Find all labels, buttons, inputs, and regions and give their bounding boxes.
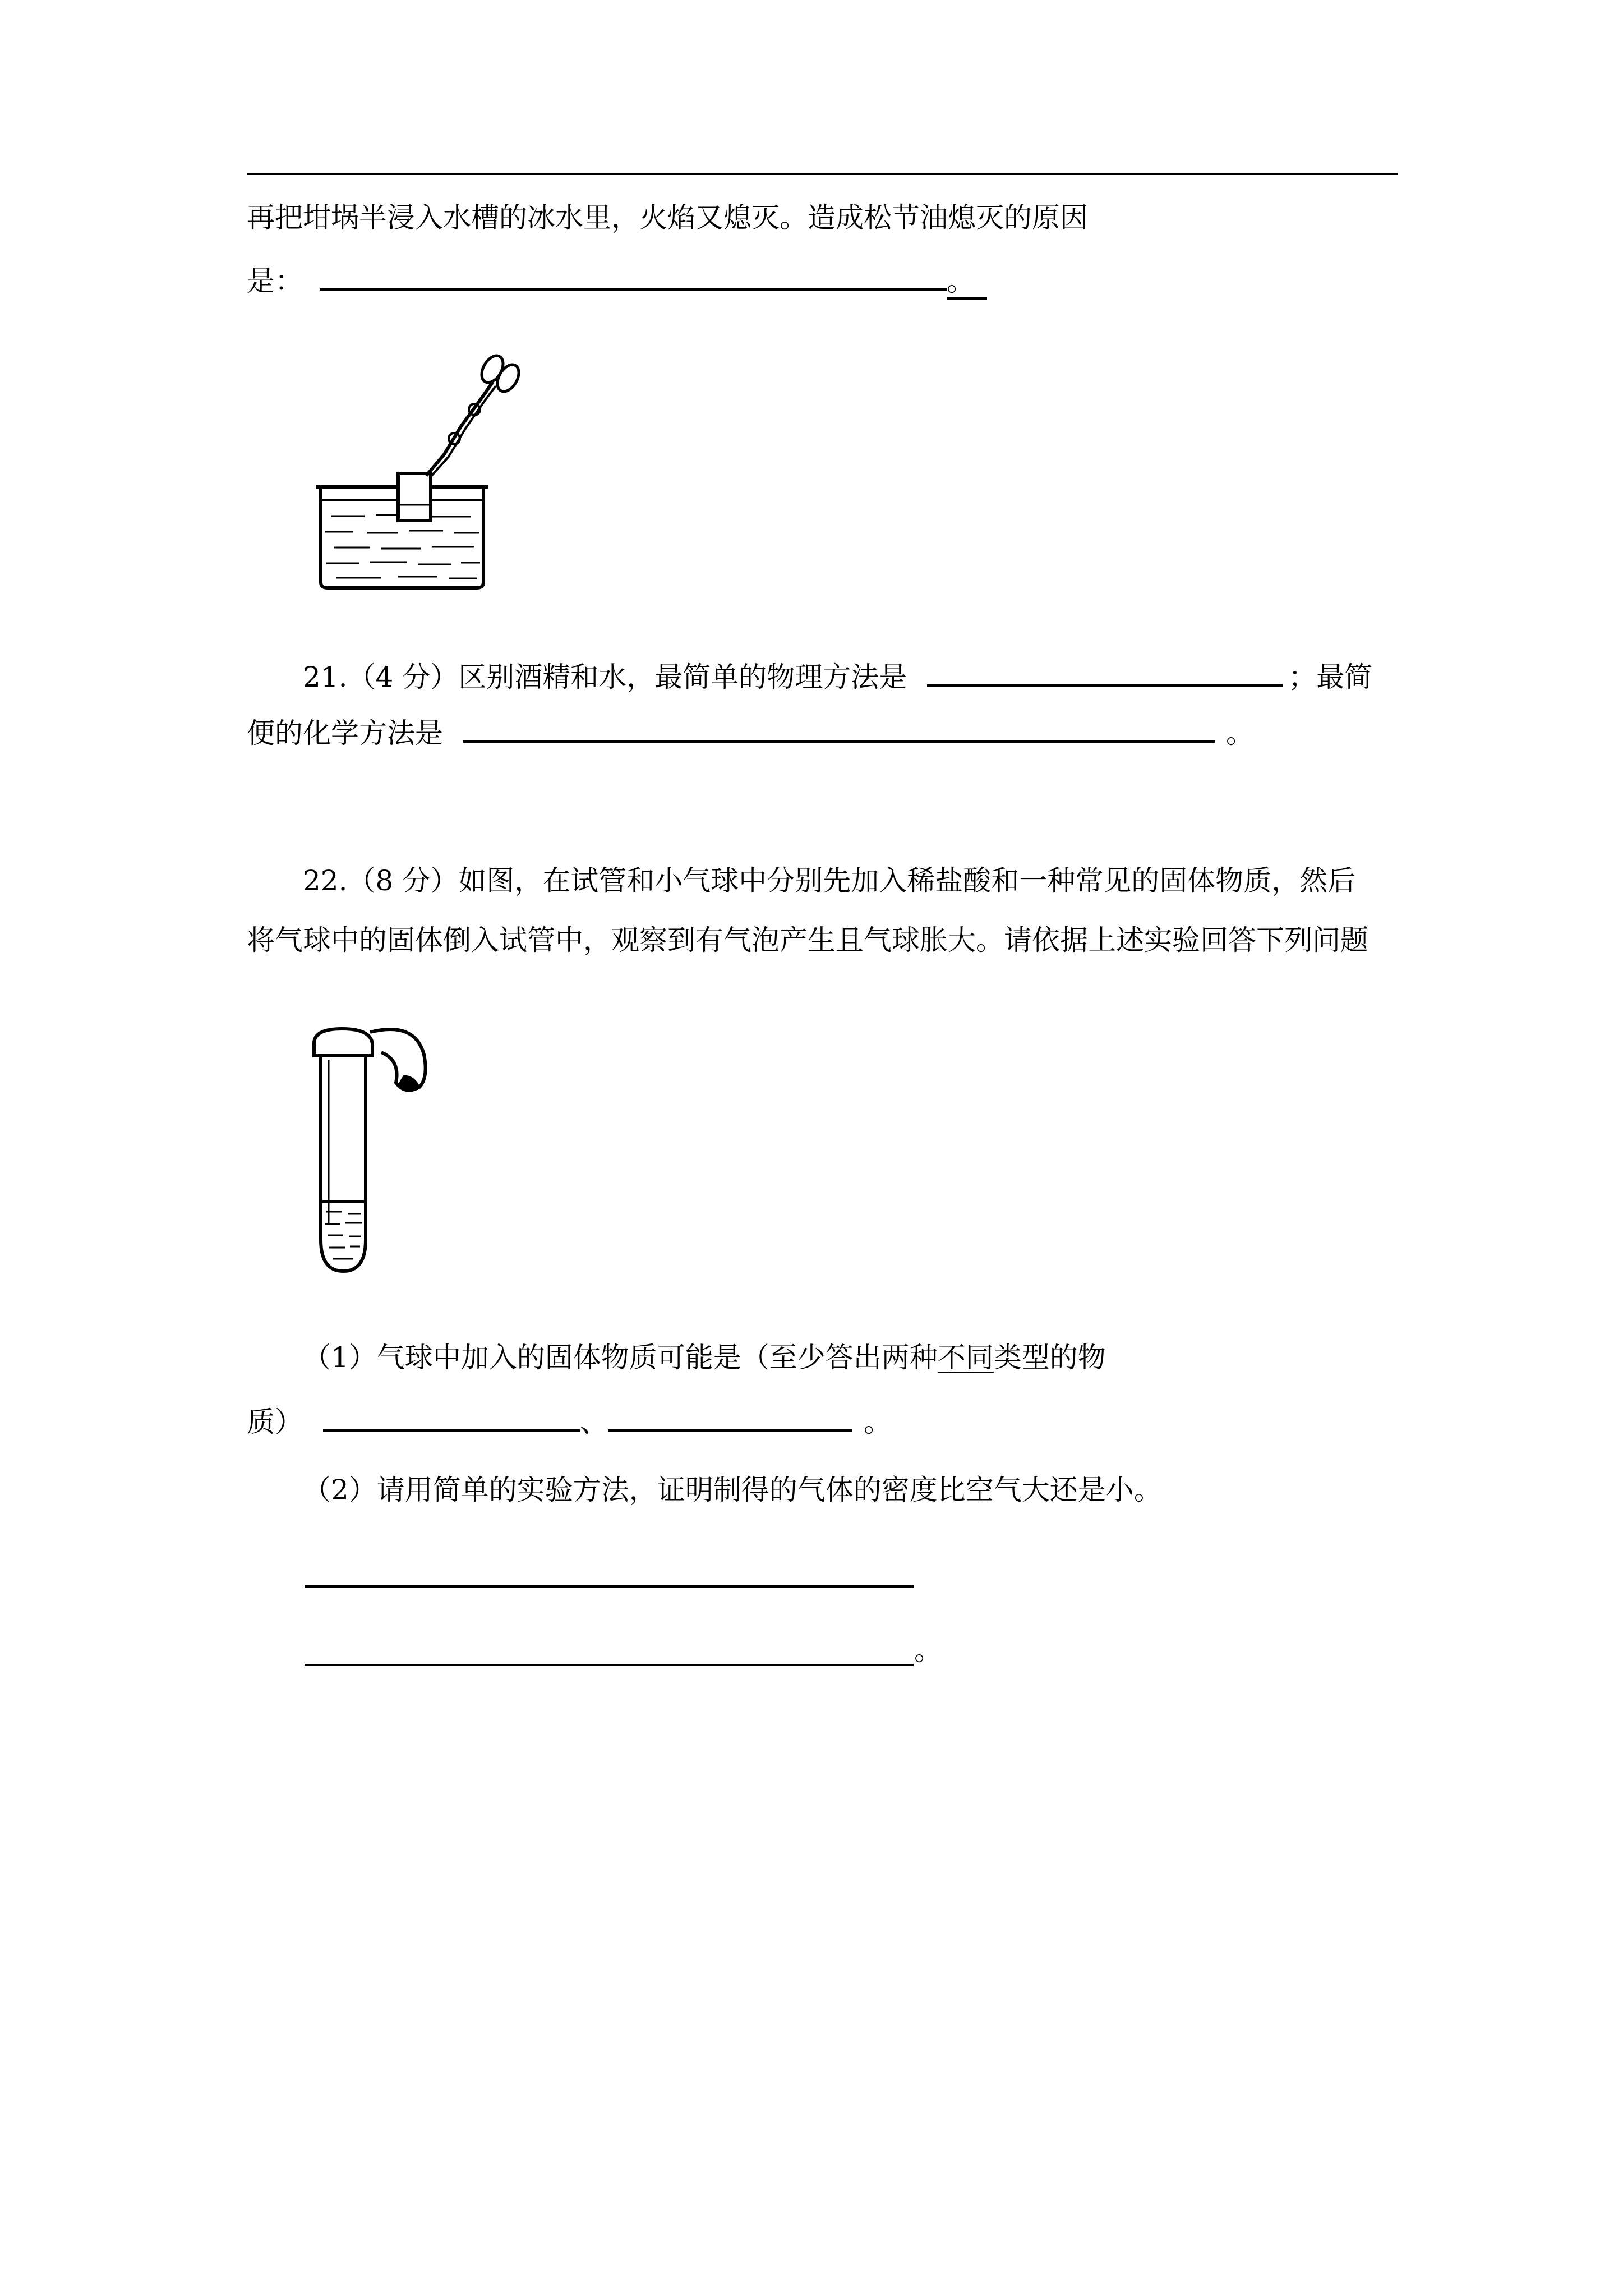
test-tube-balloon-figure	[308, 1021, 454, 1279]
header-rule	[247, 173, 1398, 175]
q21-chemical-method-blank[interactable]	[463, 711, 1215, 743]
q22-sub2-answer-line-1[interactable]	[305, 1585, 914, 1588]
q20-line2: 是： 。	[247, 259, 987, 298]
q22-sub1-line1: （1）气球中加入的固体物质可能是（至少答出两种不同类型的物	[303, 1341, 1106, 1374]
q22-line1: 22.（8 分）如图，在试管和小气球中分别先加入稀盐酸和一种常见的固体物质，然后	[303, 864, 1356, 897]
q22-solid-blank-1[interactable]	[323, 1400, 580, 1432]
q21-line2: 便的化学方法是 。	[247, 711, 1254, 750]
q22-sub2-line: （2）请用简单的实验方法，证明制得的气体的密度比空气大还是小。	[303, 1474, 1162, 1506]
q22-sub2-answer-line-2[interactable]	[305, 1664, 914, 1666]
q22-sub1-line2: 质） 、 。	[247, 1400, 892, 1439]
q22-solid-blank-2[interactable]	[608, 1400, 852, 1432]
q20-line1: 再把坩埚半浸入水槽的冰水里，火焰又熄灭。造成松节油熄灭的原因	[247, 201, 1088, 234]
crucible-trough-figure	[314, 353, 533, 595]
q21-physical-method-blank[interactable]	[927, 655, 1283, 687]
q20-answer-blank[interactable]	[320, 259, 947, 291]
q22-sub2-period: 。	[914, 1634, 942, 1667]
q21-line1: 21.（4 分）区别酒精和水，最简单的物理方法是 ；最简	[303, 655, 1372, 694]
q22-line2: 将气球中的固体倒入试管中，观察到有气泡产生且气球胀大。请依据上述实验回答下列问题	[247, 924, 1368, 956]
